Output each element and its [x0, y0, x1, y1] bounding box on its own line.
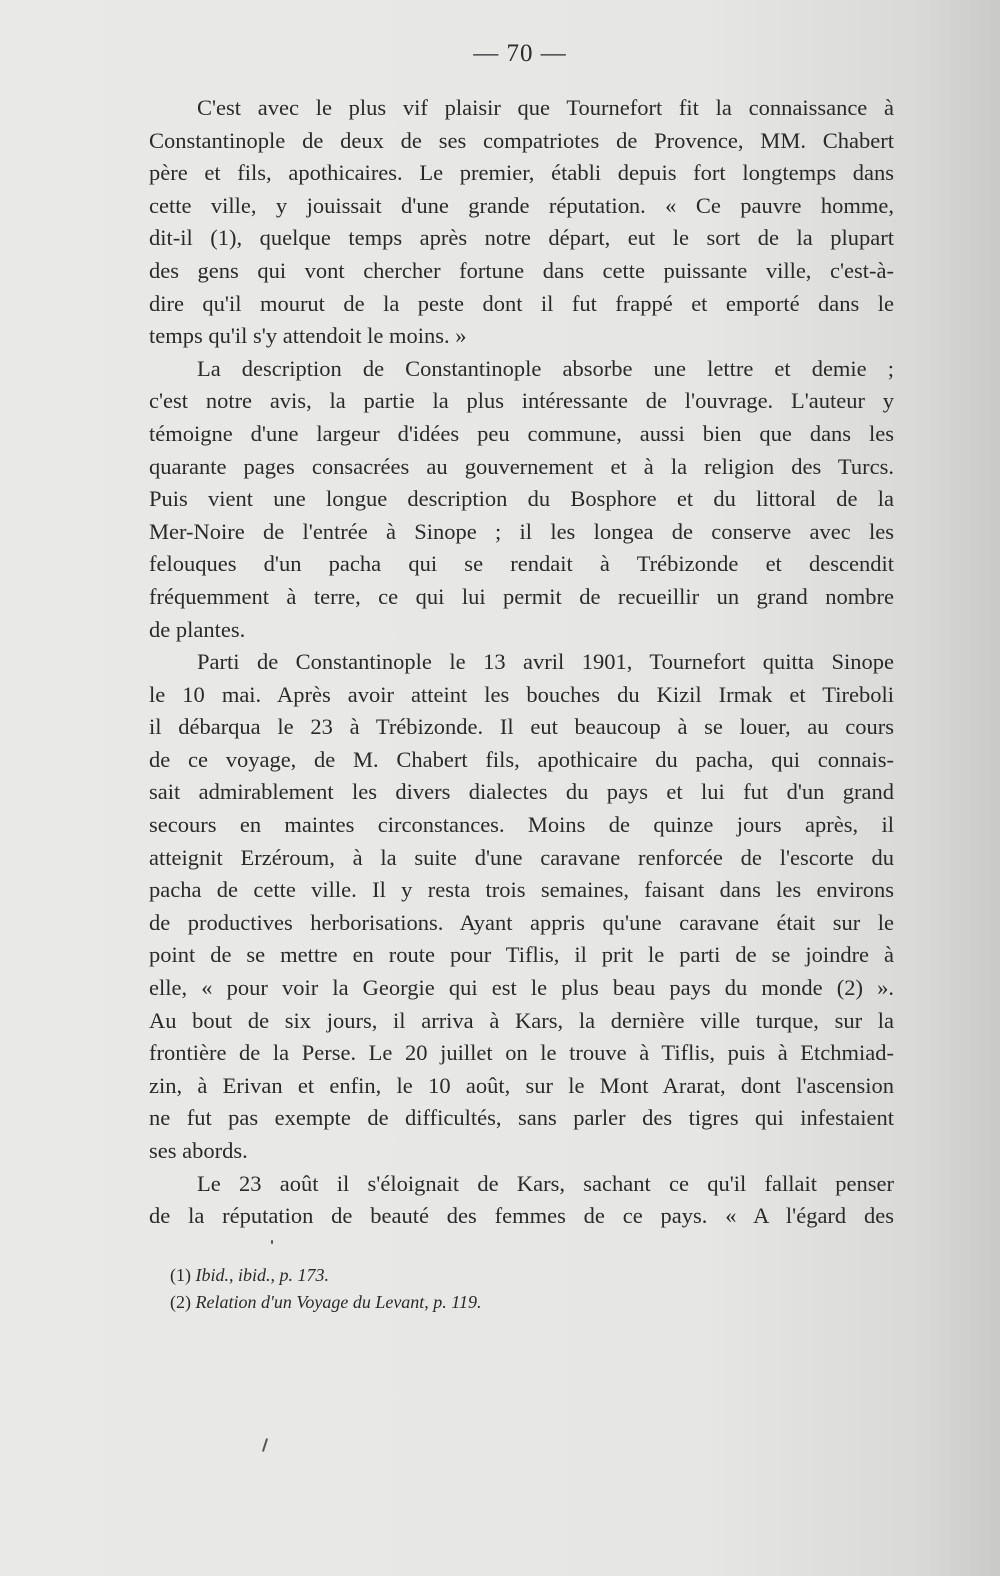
text-line: de ce voyage, de M. Chabert fils, apothicaire du pacha, qui connais-	[149, 746, 894, 772]
text-line: Mer-Noire de l'entrée à Sinope ; il les longea de conserve avec les	[149, 518, 894, 544]
text-line: de productives herborisations. Ayant appris qu'une caravane était sur le	[149, 909, 894, 935]
text-line: sait admirablement les divers dialectes du pays et lui fut d'un grand	[149, 779, 894, 805]
text-line: dit-il (1), quelque temps après notre départ, eut le sort de la plupart	[149, 225, 894, 251]
text-line: felouques d'un pacha qui se rendait à Trébizonde et descendit	[149, 551, 894, 577]
footnote-number: (1)	[170, 1265, 191, 1285]
footnote-text: Ibid., ibid., p. 173.	[195, 1265, 329, 1285]
scan-speck	[262, 1438, 268, 1452]
text-line: secours en maintes circonstances. Moins de quinze jours après, il	[149, 812, 894, 838]
text-line: dire qu'il mourut de la peste dont il fut frappé et emporté dans le	[149, 290, 894, 316]
footnotes	[170, 1262, 870, 1316]
text-line: temps qu'il s'y attendoit le moins. »	[149, 323, 467, 349]
text-line: frontière de la Perse. Le 20 juillet on le trouve à Tiflis, puis à Etchmiad-	[149, 1040, 894, 1066]
text-line: Puis vient une longue description du Bosphore et du littoral de la	[149, 486, 894, 512]
text-line: C'est avec le plus vif plaisir que Tournefort fit la connaissance à	[197, 95, 894, 120]
footnote-2	[170, 1289, 870, 1316]
text-line: Parti de Constantinople le 13 avril 1901, Tournefort quitta Sinope	[197, 649, 894, 675]
text-line: des gens qui vont chercher fortune dans cette puissante ville, c'est-à-	[149, 257, 894, 283]
text-line: ses abords.	[149, 1138, 248, 1163]
text-line: il débarqua le 23 à Trébizonde. Il eut beaucoup à se louer, au cours	[149, 714, 894, 740]
text-line: atteignit Erzéroum, à la suite d'une caravane renforcée de l'escorte du	[149, 844, 894, 870]
text-line: c'est notre avis, la partie la plus intéressante de l'ouvrage. L'auteur y	[149, 388, 894, 414]
text-line: de la réputation de beauté des femmes de ce pays. « A l'égard des	[149, 1203, 894, 1229]
text-line: pacha de cette ville. Il y resta trois semaines, faisant dans les environs	[149, 877, 894, 903]
text-line: de plantes.	[149, 616, 246, 642]
footnote-number: (2)	[170, 1292, 191, 1312]
text-line: fréquemment à terre, ce qui lui permit de recueillir un grand nombre	[149, 583, 894, 609]
text-line: La description de Constantinople absorbe une lettre et demie ;	[197, 355, 894, 381]
page-number: — 70 —	[473, 40, 567, 67]
footnote-text: Relation d'un Voyage du Levant, p. 119.	[195, 1292, 482, 1312]
text-line: Au bout de six jours, il arriva à Kars, la dernière ville turque, sur la	[149, 1007, 894, 1033]
text-line: quarante pages consacrées au gouvernement et à la religion des Turcs.	[149, 453, 894, 479]
text-line: témoigne d'une largeur d'idées peu commune, aussi bien que dans les	[149, 420, 894, 446]
text-line: elle, « pour voir la Georgie qui est le plus beau pays du monde (2) ».	[149, 975, 894, 1001]
body-text	[149, 92, 894, 1233]
footnote-1	[170, 1262, 870, 1289]
paragraph-4	[149, 1168, 894, 1233]
text-line: Constantinople de deux de ses compatriotes de Provence, MM. Chabert	[149, 127, 894, 153]
text-line: point de se mettre en route pour Tiflis, il prit le parti de se joindre à	[149, 942, 894, 968]
text-line: Le 23 août il s'éloignait de Kars, sachant ce qu'il fallait penser	[197, 1170, 894, 1196]
paragraph-1	[149, 92, 894, 353]
scan-speck	[271, 1240, 273, 1244]
paragraph-3	[149, 646, 894, 1168]
text-line: zin, à Erivan et enfin, le 10 août, sur le Mont Ararat, dont l'ascension	[149, 1072, 894, 1098]
text-line: père et fils, apothicaires. Le premier, établi depuis fort longtemps dans	[149, 160, 894, 186]
paragraph-2	[149, 353, 894, 646]
text-line: ne fut pas exempte de difficultés, sans parler des tigres qui infestaient	[149, 1105, 894, 1131]
text-line: le 10 mai. Après avoir atteint les bouches du Kizil Irmak et Tireboli	[149, 681, 894, 707]
text-line: cette ville, y jouissait d'une grande réputation. « Ce pauvre homme,	[149, 192, 894, 218]
